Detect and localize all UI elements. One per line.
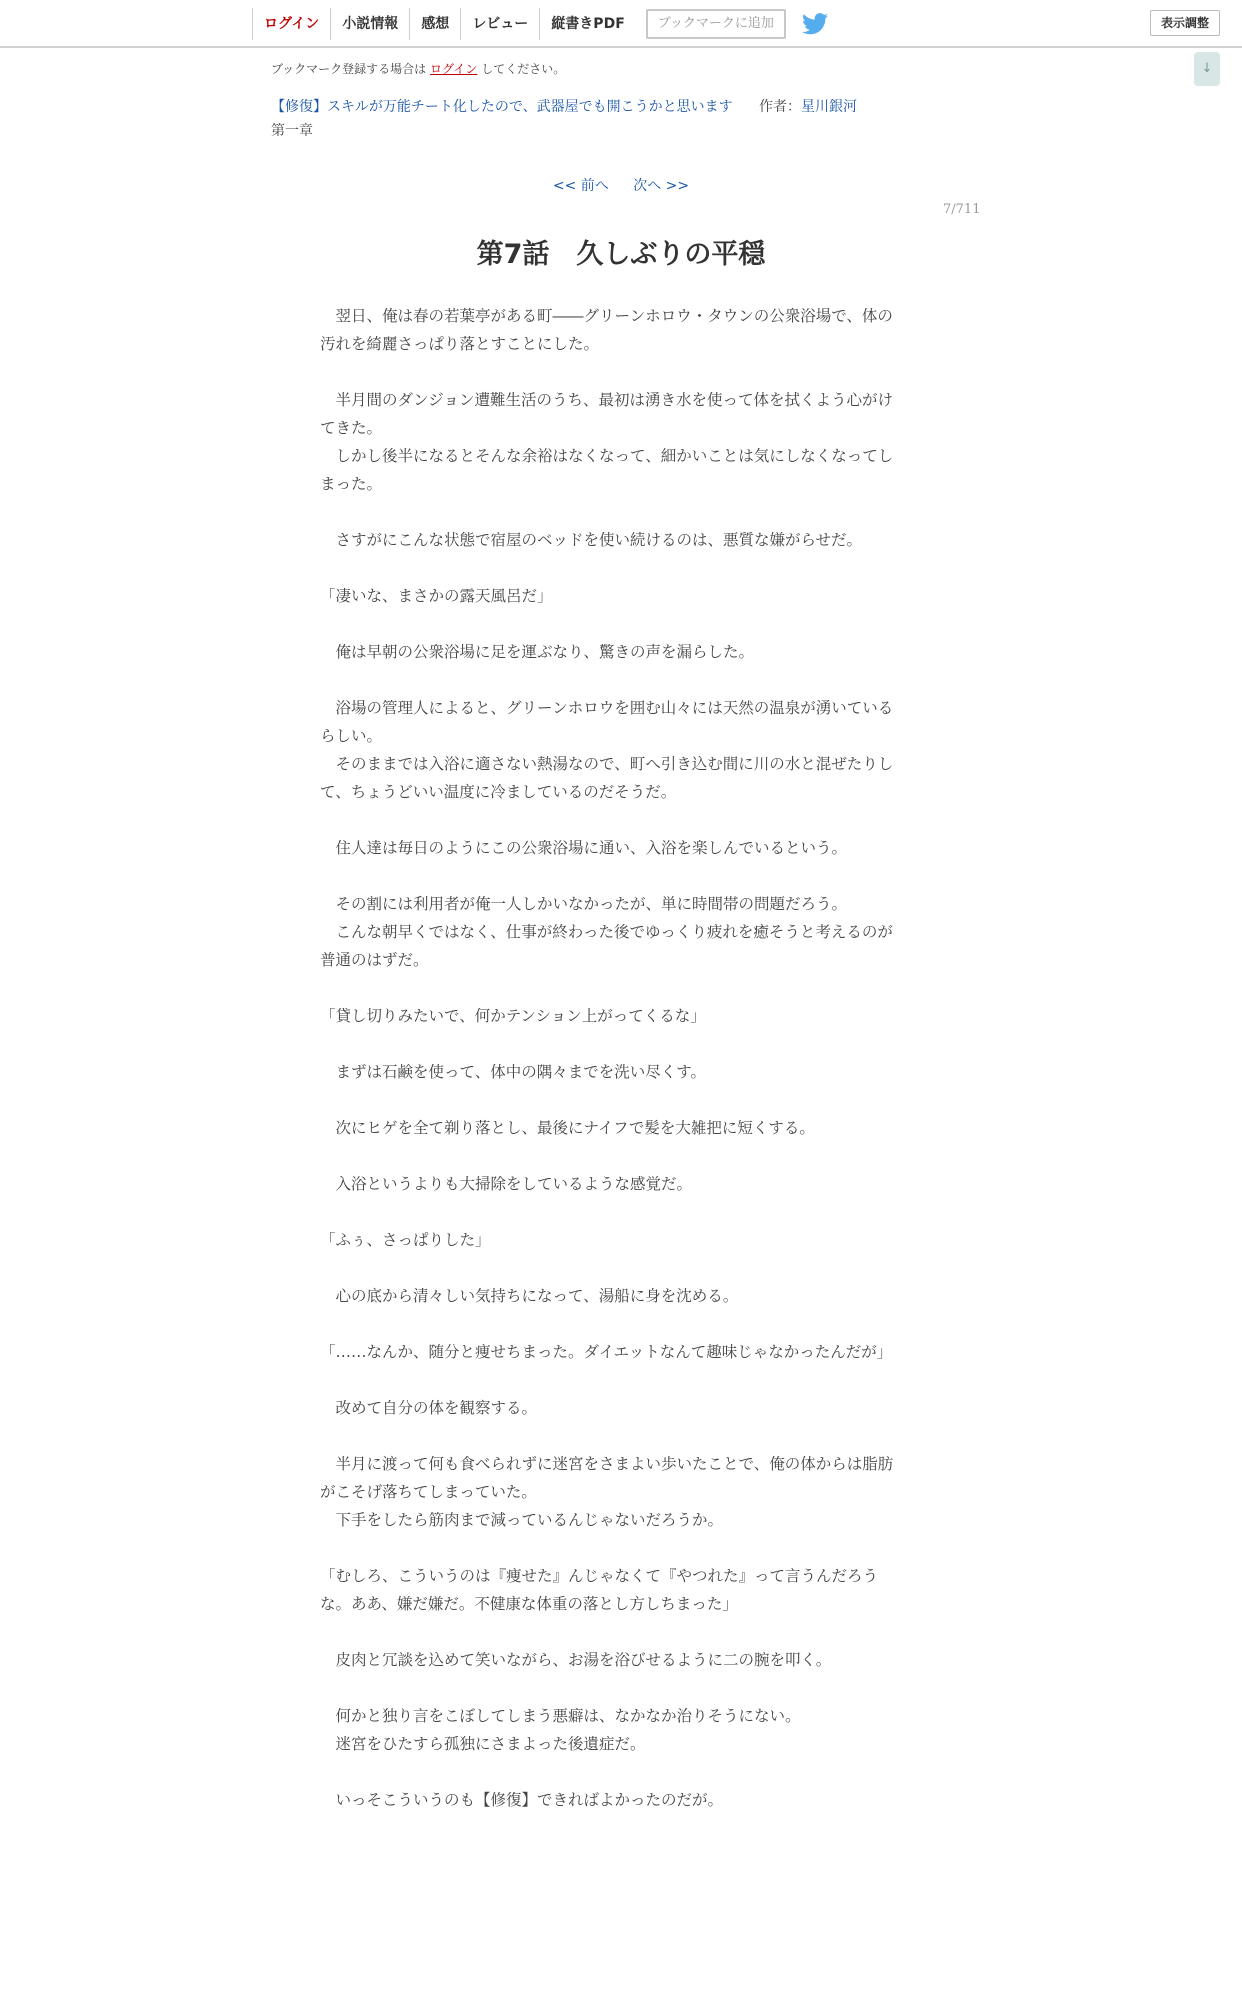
body-line: 迷宮をひたすら孤独にさまよった後遺症だ。 bbox=[320, 1735, 646, 1753]
body-line bbox=[320, 862, 920, 890]
body-line: 俺は早朝の公衆浴場に足を運ぶなり、驚きの声を漏らした。 bbox=[320, 643, 755, 661]
body-line: 何かと独り言をこぼしてしまう悪癖は、なかなか治りそうにない。 bbox=[320, 1707, 801, 1725]
body-line: がこそげ落ちてしまっていた。 bbox=[320, 1483, 537, 1501]
body-line bbox=[320, 666, 920, 694]
body-line: 「貸し切りみたいで、何かテンション上がってくるな」 bbox=[320, 1007, 706, 1025]
bookmark-note-login-link[interactable]: ログイン bbox=[430, 62, 478, 76]
twitter-share-icon[interactable] bbox=[802, 13, 828, 35]
nav-login-link[interactable]: ログイン bbox=[252, 8, 330, 40]
novel-title-link[interactable]: 【修復】スキルが万能チート化したので、武器屋でも開こうかと思います bbox=[271, 99, 733, 115]
episode-counter: 7/711 bbox=[943, 202, 981, 217]
top-navigation-bar bbox=[0, 0, 1242, 48]
body-line: こんな朝早くではなく、仕事が終わった後でゆっくり疲れを癒そうと考えるのが bbox=[320, 923, 893, 941]
body-line: 入浴というよりも大掃除をしているような感覚だ。 bbox=[320, 1175, 693, 1193]
bookmark-login-note bbox=[271, 60, 565, 77]
body-line: いっそこういうのも【修復】できればよかったのだが。 bbox=[320, 1791, 724, 1809]
body-line bbox=[320, 498, 920, 526]
body-line: 「……なんか、随分と痩せちまった。ダイエットなんて趣味じゃなかったんだが」 bbox=[320, 1343, 893, 1361]
body-line: しかし後半になるとそんな余裕はなくなって、細かいことは気にしなくなってし bbox=[320, 447, 894, 465]
body-line bbox=[320, 1758, 920, 1786]
bookmark-note-suffix: してください。 bbox=[481, 62, 566, 76]
episode-pager bbox=[0, 175, 1242, 195]
body-line: まずは石鹸を使って、体中の隅々までを洗い尽くす。 bbox=[320, 1063, 706, 1081]
body-line bbox=[320, 1422, 920, 1450]
body-line bbox=[320, 1534, 920, 1562]
body-line: 汚れを綺麗さっぱり落とすことにした。 bbox=[320, 335, 600, 353]
prev-episode-link[interactable]: << 前へ bbox=[552, 178, 609, 194]
body-line: 住人達は毎日のようにこの公衆浴場に通い、入浴を楽しんでいるという。 bbox=[320, 839, 848, 857]
author-link[interactable]: 星川銀河 bbox=[801, 99, 858, 115]
body-line: 改めて自分の体を観察する。 bbox=[320, 1399, 538, 1417]
body-line: て、ちょうどいい温度に冷ましているのだそうだ。 bbox=[320, 783, 677, 801]
body-line: な。ああ、嫌だ嫌だ。不健康な体重の落とし方しちまった」 bbox=[320, 1595, 738, 1613]
body-line: 翌日、俺は春の若葉亭がある町――グリーンホロウ・タウンの公衆浴場で、体の bbox=[320, 307, 893, 325]
chapter-title: 第一章 bbox=[271, 123, 313, 139]
body-line bbox=[320, 1310, 920, 1338]
body-line bbox=[320, 1366, 920, 1394]
body-line bbox=[320, 1254, 920, 1282]
body-line: そのままでは入浴に適さない熱湯なので、町へ引き込む間に川の水と混ぜたりし bbox=[320, 755, 894, 773]
nav-review-link[interactable]: レビュー bbox=[460, 8, 539, 40]
body-line bbox=[320, 1618, 920, 1646]
display-settings-button[interactable]: 表示調整 bbox=[1150, 10, 1220, 36]
body-line bbox=[320, 1674, 920, 1702]
body-line: てきた。 bbox=[320, 419, 383, 437]
body-line: 心の底から清々しい気持ちになって、湯船に身を沈める。 bbox=[320, 1287, 739, 1305]
body-line: その割には利用者が俺一人しかいなかったが、単に時間帯の問題だろう。 bbox=[320, 895, 848, 913]
body-line: 「むしろ、こういうのは『痩せた』んじゃなくて『やつれた』って言うんだろう bbox=[320, 1567, 879, 1585]
next-episode-link[interactable]: 次へ >> bbox=[633, 178, 690, 194]
nav-impressions-link[interactable]: 感想 bbox=[409, 8, 460, 40]
body-line bbox=[320, 358, 920, 386]
body-line: 半月間のダンジョン遭難生活のうち、最初は湧き水を使って体を拭くよう心がけ bbox=[320, 391, 893, 409]
body-line: さすがにこんな状態で宿屋のベッドを使い続けるのは、悪質な嫌がらせだ。 bbox=[320, 531, 863, 549]
body-line: まった。 bbox=[320, 475, 383, 493]
body-line bbox=[320, 610, 920, 638]
novel-title-line bbox=[271, 96, 857, 116]
bookmark-note-prefix: ブックマーク登録する場合は bbox=[271, 62, 427, 76]
twitter-bird-icon bbox=[802, 13, 828, 35]
body-line: らしい。 bbox=[320, 727, 383, 745]
scroll-down-button[interactable]: ↓ bbox=[1194, 52, 1220, 86]
body-line: 普通のはずだ。 bbox=[320, 951, 429, 969]
add-bookmark-button[interactable]: ブックマークに追加 bbox=[646, 9, 786, 39]
body-line bbox=[320, 806, 920, 834]
author-label: 作者： bbox=[759, 99, 802, 115]
episode-title: 第7話 久しぶりの平穏 bbox=[476, 239, 766, 270]
main-nav bbox=[252, 8, 828, 40]
body-line bbox=[320, 1198, 920, 1226]
nav-novel-info-link[interactable]: 小説情報 bbox=[330, 8, 409, 40]
body-line bbox=[320, 1030, 920, 1058]
body-line bbox=[320, 974, 920, 1002]
body-line bbox=[320, 1142, 920, 1170]
body-line: 浴場の管理人によると、グリーンホロウを囲む山々には天然の温泉が湧いている bbox=[320, 699, 894, 717]
body-line: 「ふぅ、さっぱりした」 bbox=[320, 1231, 491, 1249]
body-line: 次にヒゲを全て剃り落とし、最後にナイフで髪を大雑把に短くする。 bbox=[320, 1119, 815, 1137]
body-line: 下手をしたら筋肉まで減っているんじゃないだろうか。 bbox=[320, 1511, 724, 1529]
body-line bbox=[320, 554, 920, 582]
body-line: 皮肉と冗談を込めて笑いながら、お湯を浴びせるように二の腕を叩く。 bbox=[320, 1651, 832, 1669]
body-line: 「凄いな、まさかの露天風呂だ」 bbox=[320, 587, 553, 605]
episode-body bbox=[320, 302, 920, 1814]
nav-vertical-pdf-link[interactable]: 縦書きPDF bbox=[539, 8, 635, 40]
body-line bbox=[320, 1086, 920, 1114]
body-line: 半月に渡って何も食べられずに迷宮をさまよい歩いたことで、俺の体からは脂肪 bbox=[320, 1455, 894, 1473]
